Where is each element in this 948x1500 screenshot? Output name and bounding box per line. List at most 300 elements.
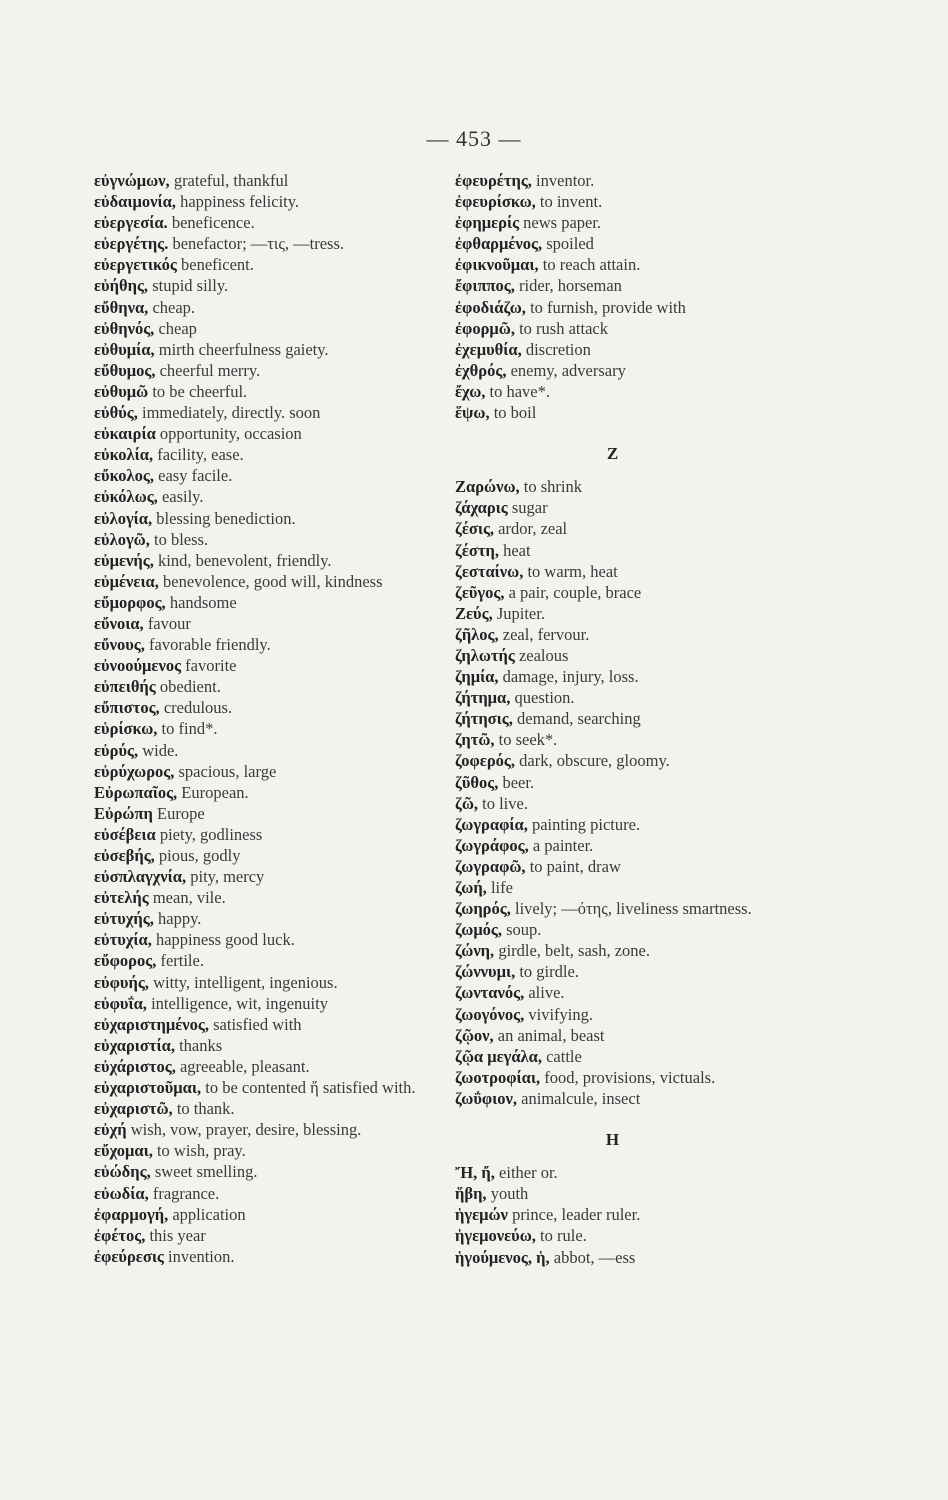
english-definition: sugar xyxy=(507,498,548,518)
dictionary-entry xyxy=(94,318,434,339)
dictionary-entry xyxy=(94,1183,434,1204)
dictionary-entry xyxy=(94,950,434,971)
greek-headword: ζώννυμι, xyxy=(455,962,516,982)
greek-headword: εὐδαιμονία, xyxy=(94,192,176,212)
english-definition: youth xyxy=(486,1184,529,1204)
english-definition: to rush attack xyxy=(514,318,608,338)
dictionary-entry xyxy=(455,318,770,339)
english-definition: spacious, large xyxy=(174,761,277,781)
dictionary-entry xyxy=(455,233,770,254)
english-definition: ardor, zeal xyxy=(494,519,568,539)
english-definition: sweet smelling. xyxy=(150,1162,258,1182)
page-number: — 453 — xyxy=(426,126,522,151)
english-definition: benefactor; —τις, —tress. xyxy=(168,234,345,254)
dictionary-entry xyxy=(455,1204,770,1225)
english-definition: kind, benevolent, friendly. xyxy=(153,550,332,570)
greek-headword: ζωγραφία, xyxy=(455,814,528,834)
greek-headword: εὐθυμῶ xyxy=(94,381,149,401)
dictionary-entry xyxy=(455,835,770,856)
greek-headword: εὑρίσκω, xyxy=(94,719,158,739)
dictionary-entry xyxy=(94,254,434,275)
greek-headword: εὐεργετικός xyxy=(94,255,177,275)
english-definition: application xyxy=(168,1204,246,1224)
english-definition: to rule. xyxy=(535,1226,587,1246)
greek-headword: ἐφορμῶ, xyxy=(455,318,515,338)
dictionary-entry xyxy=(455,772,770,793)
right-column xyxy=(455,170,770,1268)
greek-headword: ἐχθρός, xyxy=(455,360,507,380)
english-definition: either or. xyxy=(494,1163,558,1183)
dictionary-entry xyxy=(455,360,770,381)
dictionary-entry xyxy=(455,254,770,275)
dictionary-entry xyxy=(94,529,434,550)
english-definition: mirth cheerfulness gaiety. xyxy=(154,339,329,359)
greek-headword: εὐρύς, xyxy=(94,740,139,760)
english-definition: to warm, heat xyxy=(523,561,618,581)
dictionary-entry xyxy=(455,1088,770,1109)
greek-headword: εὐφυής, xyxy=(94,972,149,992)
english-definition: to bless. xyxy=(149,529,209,549)
dictionary-entry xyxy=(455,793,770,814)
english-definition: facility, ease. xyxy=(153,445,244,465)
greek-headword: Εὐρωπαῖος, xyxy=(94,782,178,802)
dictionary-entry xyxy=(94,1204,434,1225)
dictionary-entry xyxy=(94,718,434,739)
dictionary-entry xyxy=(94,170,434,191)
english-definition: fragrance. xyxy=(148,1183,220,1203)
english-definition: immediately, directly. soon xyxy=(137,403,321,423)
greek-headword: Εὐρώπη xyxy=(94,803,153,823)
dictionary-entry xyxy=(94,592,434,613)
english-definition: zeal, fervour. xyxy=(498,624,590,644)
greek-headword: ζωή, xyxy=(455,878,487,897)
dictionary-entry xyxy=(455,476,770,497)
greek-headword: εὐτελής xyxy=(94,888,149,908)
dictionary-entry xyxy=(455,1247,770,1268)
greek-headword: ἐφευρέτης, xyxy=(455,171,532,190)
english-definition: credulous. xyxy=(159,698,233,718)
dictionary-entry xyxy=(94,508,434,529)
english-definition: dark, obscure, gloomy. xyxy=(515,751,670,771)
english-definition: to reach attain. xyxy=(538,255,641,275)
dictionary-entry xyxy=(94,1098,434,1119)
dictionary-entry xyxy=(455,624,770,645)
dictionary-entry xyxy=(94,275,434,296)
english-definition: pious, godly xyxy=(154,846,241,865)
english-definition: heat xyxy=(498,540,531,560)
greek-headword: ζηλωτής xyxy=(455,645,515,665)
dictionary-entry xyxy=(94,191,434,212)
dictionary-entry xyxy=(94,1014,434,1035)
dictionary-entry xyxy=(455,1067,770,1088)
greek-headword: εὐφυΐα, xyxy=(94,993,147,1013)
greek-headword: ἐφαρμογή, xyxy=(94,1204,169,1224)
english-definition: this year xyxy=(145,1225,206,1245)
greek-headword: ζῶ, xyxy=(455,793,479,813)
english-definition: to be cheerful. xyxy=(148,381,248,401)
english-definition: damage, injury, loss. xyxy=(498,667,639,687)
dictionary-entry xyxy=(455,170,770,191)
english-definition: piety, godliness xyxy=(155,824,263,844)
english-definition: life xyxy=(486,878,513,897)
dictionary-entry xyxy=(94,655,434,676)
dictionary-entry xyxy=(455,561,770,582)
greek-headword: ζῷα μεγάλα, xyxy=(455,1046,542,1066)
greek-headword: ζοφερός, xyxy=(455,751,516,771)
english-definition: to invent. xyxy=(535,192,603,212)
dictionary-entry xyxy=(94,571,434,592)
english-definition: a painter. xyxy=(528,835,594,855)
greek-headword: ἐφημερίς xyxy=(455,213,520,233)
greek-headword: εὐτυχία, xyxy=(94,930,152,950)
english-definition: easily. xyxy=(157,487,204,507)
dictionary-entry xyxy=(94,993,434,1014)
greek-headword: ζεῦγος, xyxy=(455,582,505,602)
greek-headword: ζωντανός, xyxy=(455,983,525,1003)
dictionary-entry xyxy=(94,212,434,233)
greek-headword: ζητῶ, xyxy=(455,730,495,750)
greek-headword: εὔθυμος, xyxy=(94,360,156,380)
english-definition: to shrink xyxy=(519,477,583,497)
greek-headword: ἡγεμονεύω, xyxy=(455,1226,536,1246)
english-definition: wide. xyxy=(138,740,179,760)
dictionary-entry xyxy=(455,687,770,708)
english-definition: happiness good luck. xyxy=(151,930,295,950)
dictionary-entry xyxy=(94,908,434,929)
english-definition: lively; —ότης, liveliness smartness. xyxy=(510,899,752,919)
english-definition: Jupiter. xyxy=(492,603,545,623)
english-definition: favorable friendly. xyxy=(144,635,271,655)
greek-headword: ζωμός, xyxy=(455,920,503,940)
dictionary-entry xyxy=(455,961,770,982)
dictionary-entry xyxy=(94,929,434,950)
greek-headword: εὐκόλως, xyxy=(94,487,158,507)
english-definition: vivifying. xyxy=(524,1004,593,1024)
english-definition: soup. xyxy=(502,920,542,940)
english-definition: an animal, beast xyxy=(493,1025,605,1045)
dictionary-entry xyxy=(94,697,434,718)
english-definition: opportunity, occasion xyxy=(155,424,302,444)
greek-headword: εὐχαριστία, xyxy=(94,1035,175,1055)
english-definition: handsome xyxy=(165,592,237,612)
greek-headword: ζωηρός, xyxy=(455,899,511,919)
dictionary-entry xyxy=(94,740,434,761)
greek-headword: εὐθυμία, xyxy=(94,339,155,359)
greek-headword: ἐφικνοῦμαι, xyxy=(455,255,539,275)
greek-headword: εὔνοια, xyxy=(94,613,144,633)
dictionary-entry xyxy=(94,761,434,782)
dictionary-entry xyxy=(455,666,770,687)
english-definition: cheap. xyxy=(148,297,196,317)
english-definition: to girdle. xyxy=(515,962,579,982)
greek-headword: ζάχαρις xyxy=(455,498,508,518)
english-definition: cattle xyxy=(541,1046,582,1066)
greek-headword: ἡγούμενος, ἡ, xyxy=(455,1247,550,1267)
dictionary-entry xyxy=(455,919,770,940)
english-definition: to seek*. xyxy=(494,730,558,750)
english-definition: to be contented ἤ satisfied with. xyxy=(201,1078,416,1098)
dictionary-entry xyxy=(94,360,434,381)
dictionary-entry xyxy=(94,233,434,254)
dictionary-entry xyxy=(94,1119,434,1140)
english-definition: food, provisions, victuals. xyxy=(540,1067,716,1087)
greek-headword: ἐφευρίσκω, xyxy=(455,192,536,212)
english-definition: prince, leader ruler. xyxy=(507,1205,641,1225)
english-definition: obedient. xyxy=(155,677,221,697)
greek-headword: εὐλογία, xyxy=(94,508,153,528)
greek-headword: εὐχαριστημένος, xyxy=(94,1014,209,1034)
greek-headword: ἐφοδιάζω, xyxy=(455,297,526,317)
greek-headword: εὐμένεια, xyxy=(94,571,159,591)
greek-headword: εὐσεβής, xyxy=(94,846,155,865)
greek-headword: Ζεύς, xyxy=(455,603,493,623)
greek-headword: ζέσις, xyxy=(455,519,495,539)
dictionary-entry xyxy=(455,982,770,1003)
greek-headword: εὔνους, xyxy=(94,635,145,655)
left-column xyxy=(94,170,434,1267)
dictionary-entry xyxy=(455,877,770,898)
dictionary-entry xyxy=(455,497,770,518)
greek-headword: ζήτημα, xyxy=(455,688,511,708)
greek-headword: ἐφθαρμένος, xyxy=(455,234,543,254)
greek-headword: εὐκαιρία xyxy=(94,424,156,444)
english-definition: to wish, pray. xyxy=(152,1141,246,1161)
dictionary-entry xyxy=(94,381,434,402)
greek-headword: εὔχομαι, xyxy=(94,1141,153,1161)
english-definition: grateful, thankful xyxy=(169,171,289,190)
dictionary-entry xyxy=(455,645,770,666)
dictionary-entry xyxy=(94,465,434,486)
greek-headword: εὐχή xyxy=(94,1120,127,1140)
english-definition: a pair, couple, brace xyxy=(504,582,642,602)
greek-headword: εὔμορφος, xyxy=(94,592,166,612)
dictionary-entry xyxy=(455,518,770,539)
greek-headword: ἐφέτος, xyxy=(94,1225,146,1245)
greek-headword: εὐχαριστοῦμαι, xyxy=(94,1078,202,1098)
english-definition: animalcule, insect xyxy=(517,1088,641,1108)
english-definition: to furnish, provide with xyxy=(525,297,686,317)
english-definition: alive. xyxy=(524,983,565,1003)
english-definition: stupid silly. xyxy=(148,276,229,296)
dictionary-entry xyxy=(94,676,434,697)
greek-headword: εὔφορος, xyxy=(94,951,157,971)
english-definition: to find*. xyxy=(157,719,218,739)
dictionary-entry xyxy=(94,423,434,444)
greek-headword: εὔκολος, xyxy=(94,466,154,486)
english-definition: question. xyxy=(510,688,575,708)
dictionary-entry xyxy=(455,402,770,423)
dictionary-entry xyxy=(455,1225,770,1246)
dictionary-entry xyxy=(94,972,434,993)
dictionary-entry xyxy=(455,540,770,561)
dictionary-entry xyxy=(94,444,434,465)
greek-headword: εὐρύχωρος, xyxy=(94,761,175,781)
dictionary-entry xyxy=(455,1046,770,1067)
dictionary-entry xyxy=(455,212,770,233)
greek-headword: ζήτησις, xyxy=(455,709,513,729)
dictionary-entry xyxy=(94,803,434,824)
english-definition: to boil xyxy=(489,403,537,423)
english-definition: witty, intelligent, ingenious. xyxy=(148,972,338,992)
english-definition: demand, searching xyxy=(512,709,641,729)
dictionary-entry xyxy=(455,582,770,603)
greek-headword: εὐήθης, xyxy=(94,276,149,296)
english-definition: blessing benediction. xyxy=(152,508,296,528)
greek-headword: εὐσπλαγχνία, xyxy=(94,867,187,887)
english-definition: happiness felicity. xyxy=(175,192,300,212)
greek-headword: εὐθηνός, xyxy=(94,318,155,338)
english-definition: to have*. xyxy=(485,381,550,401)
english-definition: cheap xyxy=(154,318,197,338)
greek-headword: ζωγράφος, xyxy=(455,835,529,855)
greek-headword: ζῦθος, xyxy=(455,772,499,792)
english-definition: thanks xyxy=(174,1035,223,1055)
section-letter: Z xyxy=(606,444,619,464)
greek-headword: εὔθηνα, xyxy=(94,297,149,317)
greek-headword: εὔπιστος, xyxy=(94,698,160,718)
greek-headword: ἐφεύρεσις xyxy=(94,1246,164,1266)
greek-headword: ἐχεμυθία, xyxy=(455,339,522,359)
english-definition: discretion xyxy=(521,339,591,359)
dictionary-entry xyxy=(94,1140,434,1161)
greek-headword: ἔφιππος, xyxy=(455,276,515,296)
dictionary-entry xyxy=(94,866,434,887)
english-definition: enemy, adversary xyxy=(506,360,626,380)
dictionary-entry xyxy=(94,1161,434,1182)
dictionary-entry xyxy=(455,603,770,624)
greek-headword: εὐχαριστῶ, xyxy=(94,1099,173,1119)
english-definition: Europe xyxy=(152,803,205,823)
greek-headword: εὐμενής, xyxy=(94,550,154,570)
greek-headword: ζημία, xyxy=(455,667,499,687)
greek-headword: ἡγεμών xyxy=(455,1205,508,1225)
dictionary-entry xyxy=(94,550,434,571)
greek-headword: εὐώδης, xyxy=(94,1162,151,1182)
greek-headword: Ζαρώνω, xyxy=(455,477,520,497)
dictionary-entry xyxy=(455,708,770,729)
greek-headword: εὐσέβεια xyxy=(94,824,156,844)
english-definition: painting picture. xyxy=(527,814,641,834)
dictionary-entry xyxy=(455,339,770,360)
greek-headword: εὐνοούμενος xyxy=(94,656,182,676)
dictionary-entry xyxy=(455,1025,770,1046)
english-definition: mean, vile. xyxy=(148,888,226,908)
dictionary-entry xyxy=(94,1035,434,1056)
english-definition: news paper. xyxy=(519,213,602,233)
dictionary-entry xyxy=(94,782,434,803)
english-definition: agreeable, pleasant. xyxy=(175,1056,310,1076)
english-definition: zealous xyxy=(514,645,569,665)
english-definition: intelligence, wit, ingenuity xyxy=(146,993,328,1013)
english-definition: happy. xyxy=(153,909,202,929)
dictionary-entry xyxy=(94,339,434,360)
greek-headword: ζεσταίνω, xyxy=(455,561,524,581)
dictionary-entry xyxy=(455,381,770,402)
dictionary-entry xyxy=(94,402,434,423)
dictionary-entry xyxy=(455,1183,770,1204)
greek-headword: εὐλογῶ, xyxy=(94,529,150,549)
section-letter: H xyxy=(605,1130,620,1150)
english-definition: to thank. xyxy=(172,1099,235,1119)
dictionary-entry xyxy=(94,634,434,655)
greek-headword: ζῆλος, xyxy=(455,624,499,644)
english-definition: wish, vow, prayer, desire, blessing. xyxy=(126,1120,362,1140)
dictionary-entry xyxy=(94,845,434,866)
english-definition: European. xyxy=(177,782,249,802)
greek-headword: εὐεργέτης. xyxy=(94,234,169,254)
dictionary-entry xyxy=(455,191,770,212)
english-definition: inventor. xyxy=(531,171,595,190)
greek-headword: εὐεργεσία. xyxy=(94,213,168,233)
greek-headword: εὐγνώμων, xyxy=(94,171,170,190)
dictionary-entry xyxy=(455,814,770,835)
dictionary-entry xyxy=(94,824,434,845)
english-definition: fertile. xyxy=(156,951,204,971)
english-definition: beer. xyxy=(498,772,535,792)
dictionary-entry xyxy=(94,887,434,908)
dictionary-entry xyxy=(455,750,770,771)
english-definition: satisfied with xyxy=(208,1014,302,1034)
dictionary-entry xyxy=(455,898,770,919)
greek-headword: ζῷον, xyxy=(455,1025,494,1045)
english-definition: to paint, draw xyxy=(525,856,621,876)
english-definition: invention. xyxy=(163,1246,235,1266)
dictionary-entry xyxy=(455,1162,770,1183)
english-definition: abbot, —ess xyxy=(549,1247,636,1267)
dictionary-entry xyxy=(455,729,770,750)
english-definition: to live. xyxy=(478,793,528,813)
dictionary-entry xyxy=(455,275,770,296)
greek-headword: εὐχάριστος, xyxy=(94,1056,176,1076)
english-definition: benevolence, good will, kindness xyxy=(158,571,383,591)
english-definition: pity, mercy xyxy=(186,867,265,887)
dictionary-entry xyxy=(94,1225,434,1246)
dictionary-entry xyxy=(94,486,434,507)
greek-headword: ζώνη, xyxy=(455,941,495,961)
greek-headword: ζέστη, xyxy=(455,540,499,560)
dictionary-entry xyxy=(94,297,434,318)
english-definition: spoiled xyxy=(542,234,594,254)
greek-headword: εὐκολία, xyxy=(94,445,154,465)
english-definition: beneficence. xyxy=(167,213,255,233)
greek-headword: ἥβη, xyxy=(455,1184,487,1204)
greek-headword: εὐθύς, xyxy=(94,403,138,423)
dictionary-entry xyxy=(94,613,434,634)
greek-headword: εὐπειθής xyxy=(94,677,156,697)
dictionary-entry xyxy=(455,297,770,318)
dictionary-entry xyxy=(94,1077,434,1098)
greek-headword: ζωΰφιον, xyxy=(455,1088,518,1108)
dictionary-entry xyxy=(455,940,770,961)
greek-headword: ἕψω, xyxy=(455,403,490,423)
english-definition: rider, horseman xyxy=(514,276,622,296)
greek-headword: ζωγραφῶ, xyxy=(455,856,526,876)
english-definition: beneficent. xyxy=(176,255,254,275)
greek-headword: Ἤ, ἤ, xyxy=(455,1163,495,1183)
greek-headword: εὐτυχής, xyxy=(94,909,154,929)
greek-headword: ἔχω, xyxy=(455,381,486,401)
greek-headword: εὐωδία, xyxy=(94,1183,149,1203)
english-definition: girdle, belt, sash, zone. xyxy=(494,941,650,961)
english-definition: favorite xyxy=(181,656,237,676)
dictionary-entry xyxy=(455,1004,770,1025)
english-definition: easy facile. xyxy=(154,466,233,486)
dictionary-entry xyxy=(94,1246,434,1267)
greek-headword: ζωοτροφίαι, xyxy=(455,1067,541,1087)
english-definition: favour xyxy=(143,613,191,633)
greek-headword: ζωογόνος, xyxy=(455,1004,525,1024)
dictionary-entry xyxy=(455,856,770,877)
